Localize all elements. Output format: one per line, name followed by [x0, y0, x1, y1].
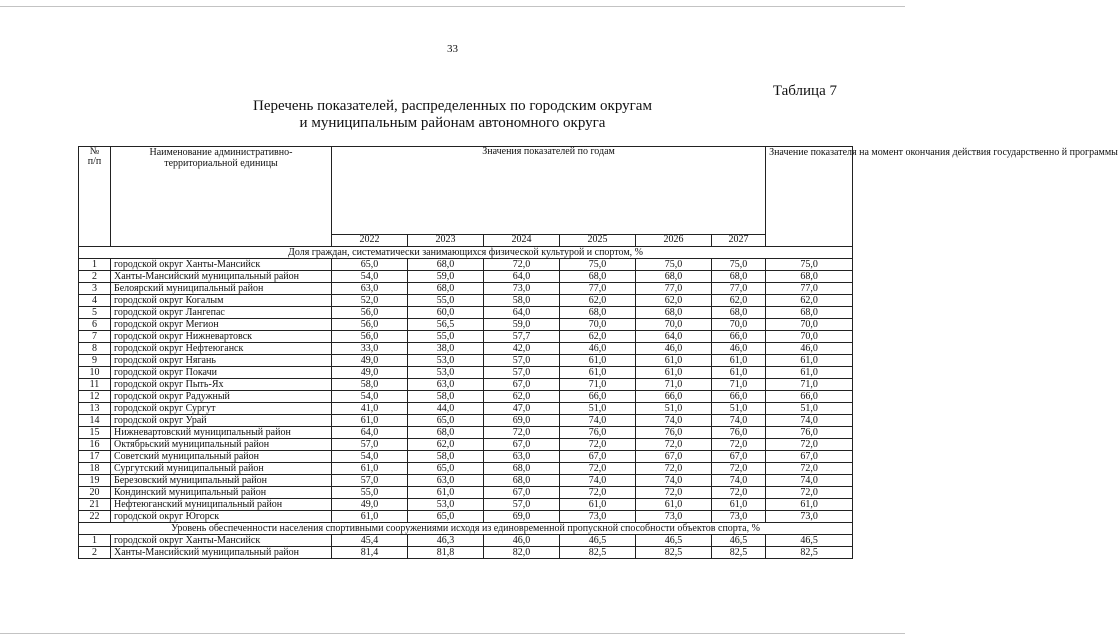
year-value-cell: 33,0 [332, 343, 408, 355]
header-name [111, 147, 332, 247]
final-value-cell: 74,0 [766, 475, 853, 487]
territory-name: городской округ Мегион [111, 319, 332, 331]
scan-edge-bottom [0, 633, 905, 634]
title-line-2: и муниципальным районам автономного округа [299, 115, 606, 131]
table-row [79, 427, 853, 439]
table-row [79, 403, 853, 415]
header-values-by-year: Значения показателей по годам [332, 147, 766, 235]
year-value-cell: 71,0 [712, 379, 766, 391]
year-value-cell: 73,0 [712, 511, 766, 523]
year-value-cell: 71,0 [560, 379, 636, 391]
year-value-cell: 72,0 [560, 463, 636, 475]
year-value-cell: 70,0 [636, 319, 712, 331]
year-value-cell: 51,0 [560, 403, 636, 415]
year-value-cell: 68,0 [712, 307, 766, 319]
year-value-cell: 61,0 [408, 487, 484, 499]
year-value-cell: 64,0 [332, 427, 408, 439]
table-row [79, 487, 853, 499]
year-value-cell: 55,0 [332, 487, 408, 499]
row-number: 14 [79, 415, 111, 427]
year-value-cell: 57,0 [484, 355, 560, 367]
header-number [79, 147, 111, 247]
year-value-cell: 67,0 [560, 451, 636, 463]
year-value-cell: 63,0 [484, 451, 560, 463]
row-number: 5 [79, 307, 111, 319]
final-value-cell: 61,0 [766, 499, 853, 511]
territory-name: Октябрьский муниципальный район [111, 439, 332, 451]
year-value-cell: 49,0 [332, 499, 408, 511]
territory-name: Сургутский муниципальный район [111, 463, 332, 475]
territory-name: городской округ Ханты-Мансийск [111, 259, 332, 271]
year-header: 2025 [560, 235, 636, 247]
year-value-cell: 77,0 [712, 283, 766, 295]
territory-name: городской округ Нефтеюганск [111, 343, 332, 355]
row-number: 21 [79, 499, 111, 511]
year-value-cell: 61,0 [560, 355, 636, 367]
section-row [79, 247, 853, 259]
year-value-cell: 68,0 [560, 307, 636, 319]
row-number: 22 [79, 511, 111, 523]
year-value-cell: 76,0 [636, 427, 712, 439]
year-value-cell: 68,0 [408, 427, 484, 439]
year-value-cell: 38,0 [408, 343, 484, 355]
year-value-cell: 58,0 [408, 391, 484, 403]
section-title: Уровень обеспеченности населения спортивными сооружениями исходя из единовременной пропускной способности объектов спорта, % [79, 523, 853, 535]
year-value-cell: 57,7 [484, 331, 560, 343]
year-value-cell: 67,0 [484, 487, 560, 499]
row-number: 15 [79, 427, 111, 439]
year-value-cell: 77,0 [636, 283, 712, 295]
year-value-cell: 58,0 [332, 379, 408, 391]
document-title [0, 98, 905, 132]
year-value-cell: 62,0 [560, 331, 636, 343]
final-value-cell: 73,0 [766, 511, 853, 523]
year-value-cell: 74,0 [636, 475, 712, 487]
year-value-cell: 69,0 [484, 511, 560, 523]
year-value-cell: 62,0 [560, 295, 636, 307]
year-value-cell: 73,0 [636, 511, 712, 523]
year-value-cell: 46,3 [408, 535, 484, 547]
row-number: 1 [79, 535, 111, 547]
year-value-cell: 42,0 [484, 343, 560, 355]
year-value-cell: 67,0 [484, 379, 560, 391]
year-value-cell: 62,0 [484, 391, 560, 403]
table-row [79, 415, 853, 427]
table-row [79, 355, 853, 367]
section-row [79, 523, 853, 535]
final-value-cell: 67,0 [766, 451, 853, 463]
table-row [79, 451, 853, 463]
final-value-cell: 70,0 [766, 331, 853, 343]
final-value-cell: 71,0 [766, 379, 853, 391]
year-value-cell: 46,5 [636, 535, 712, 547]
territory-name: Нефтеюганский муниципальный район [111, 499, 332, 511]
territory-name: городской округ Пыть-Ях [111, 379, 332, 391]
header-name-line-2: территориальной единицы [164, 158, 278, 169]
table-row [79, 463, 853, 475]
row-number: 2 [79, 547, 111, 559]
territory-name: городской округ Когалым [111, 295, 332, 307]
final-value-cell: 61,0 [766, 367, 853, 379]
year-value-cell: 46,0 [560, 343, 636, 355]
header-number-line-1: № [89, 146, 100, 157]
year-value-cell: 63,0 [332, 283, 408, 295]
year-value-cell: 72,0 [712, 439, 766, 451]
territory-name: городской округ Урай [111, 415, 332, 427]
year-value-cell: 75,0 [712, 259, 766, 271]
table-row [79, 295, 853, 307]
year-value-cell: 44,0 [408, 403, 484, 415]
final-value-cell: 72,0 [766, 439, 853, 451]
table-row [79, 535, 853, 547]
year-value-cell: 62,0 [712, 295, 766, 307]
year-value-cell: 61,0 [332, 415, 408, 427]
year-value-cell: 66,0 [636, 391, 712, 403]
year-value-cell: 82,5 [560, 547, 636, 559]
final-value-cell: 66,0 [766, 391, 853, 403]
territory-name: Кондинский муниципальный район [111, 487, 332, 499]
year-value-cell: 76,0 [560, 427, 636, 439]
year-value-cell: 81,4 [332, 547, 408, 559]
final-value-cell: 77,0 [766, 283, 853, 295]
year-value-cell: 61,0 [560, 499, 636, 511]
territory-name: городской округ Ханты-Мансийск [111, 535, 332, 547]
territory-name: Ханты-Мансийский муниципальный район [111, 547, 332, 559]
year-value-cell: 67,0 [712, 451, 766, 463]
table-row [79, 271, 853, 283]
year-value-cell: 58,0 [408, 451, 484, 463]
year-value-cell: 61,0 [712, 355, 766, 367]
year-value-cell: 72,0 [484, 259, 560, 271]
year-value-cell: 66,0 [712, 331, 766, 343]
year-value-cell: 65,0 [332, 259, 408, 271]
year-value-cell: 68,0 [484, 475, 560, 487]
table-row [79, 499, 853, 511]
table-label: Таблица 7 [772, 83, 837, 99]
year-value-cell: 72,0 [560, 487, 636, 499]
year-value-cell: 68,0 [408, 259, 484, 271]
year-value-cell: 81,8 [408, 547, 484, 559]
table-row [79, 439, 853, 451]
year-value-cell: 61,0 [560, 367, 636, 379]
year-value-cell: 64,0 [484, 271, 560, 283]
year-value-cell: 75,0 [560, 259, 636, 271]
table-row [79, 547, 853, 559]
year-value-cell: 61,0 [332, 511, 408, 523]
table-row [79, 319, 853, 331]
year-value-cell: 47,0 [484, 403, 560, 415]
year-value-cell: 68,0 [408, 283, 484, 295]
table-row [79, 379, 853, 391]
year-value-cell: 53,0 [408, 355, 484, 367]
year-value-cell: 73,0 [560, 511, 636, 523]
year-value-cell: 56,0 [332, 331, 408, 343]
final-value-cell: 75,0 [766, 259, 853, 271]
header-final-value: Значение показателя на момент окончания действия государственно й программы [766, 147, 853, 247]
year-value-cell: 57,0 [332, 439, 408, 451]
year-value-cell: 52,0 [332, 295, 408, 307]
year-value-cell: 82,5 [636, 547, 712, 559]
year-value-cell: 72,0 [636, 463, 712, 475]
title-line-1: Перечень показателей, распределенных по городским округам [253, 98, 652, 114]
year-value-cell: 74,0 [712, 415, 766, 427]
year-value-cell: 66,0 [712, 391, 766, 403]
year-value-cell: 59,0 [484, 319, 560, 331]
territory-name: городской округ Нягань [111, 355, 332, 367]
year-value-cell: 72,0 [712, 463, 766, 475]
year-value-cell: 45,4 [332, 535, 408, 547]
year-value-cell: 70,0 [560, 319, 636, 331]
year-value-cell: 62,0 [636, 295, 712, 307]
year-value-cell: 71,0 [636, 379, 712, 391]
final-value-cell: 62,0 [766, 295, 853, 307]
table-row [79, 307, 853, 319]
year-value-cell: 41,0 [332, 403, 408, 415]
year-header: 2023 [408, 235, 484, 247]
row-number: 11 [79, 379, 111, 391]
scan-edge-top [0, 6, 905, 7]
year-value-cell: 56,0 [332, 319, 408, 331]
year-value-cell: 72,0 [636, 487, 712, 499]
final-value-cell: 74,0 [766, 415, 853, 427]
year-value-cell: 68,0 [484, 463, 560, 475]
year-value-cell: 61,0 [636, 499, 712, 511]
year-value-cell: 68,0 [712, 271, 766, 283]
year-value-cell: 65,0 [408, 463, 484, 475]
year-value-cell: 73,0 [484, 283, 560, 295]
year-value-cell: 53,0 [408, 367, 484, 379]
territory-name: Ханты-Мансийский муниципальный район [111, 271, 332, 283]
year-value-cell: 54,0 [332, 451, 408, 463]
final-value-cell: 72,0 [766, 463, 853, 475]
row-number: 2 [79, 271, 111, 283]
final-value-cell: 46,0 [766, 343, 853, 355]
row-number: 10 [79, 367, 111, 379]
year-value-cell: 65,0 [408, 415, 484, 427]
row-number: 20 [79, 487, 111, 499]
table-row [79, 331, 853, 343]
year-header: 2024 [484, 235, 560, 247]
year-value-cell: 61,0 [332, 463, 408, 475]
year-value-cell: 46,5 [560, 535, 636, 547]
year-value-cell: 49,0 [332, 355, 408, 367]
final-value-cell: 51,0 [766, 403, 853, 415]
year-value-cell: 82,0 [484, 547, 560, 559]
year-value-cell: 74,0 [712, 475, 766, 487]
territory-name: Белоярский муниципальный район [111, 283, 332, 295]
row-number: 17 [79, 451, 111, 463]
year-value-cell: 65,0 [408, 511, 484, 523]
year-value-cell: 72,0 [484, 427, 560, 439]
year-value-cell: 57,0 [484, 499, 560, 511]
year-value-cell: 61,0 [636, 367, 712, 379]
year-value-cell: 56,0 [332, 307, 408, 319]
row-number: 7 [79, 331, 111, 343]
row-number: 16 [79, 439, 111, 451]
row-number: 1 [79, 259, 111, 271]
year-header: 2027 [712, 235, 766, 247]
year-value-cell: 56,5 [408, 319, 484, 331]
year-value-cell: 74,0 [560, 415, 636, 427]
year-value-cell: 51,0 [636, 403, 712, 415]
row-number: 9 [79, 355, 111, 367]
territory-name: Советский муниципальный район [111, 451, 332, 463]
territory-name: городской округ Нижневартовск [111, 331, 332, 343]
year-value-cell: 68,0 [636, 307, 712, 319]
header-row [79, 147, 853, 235]
row-number: 6 [79, 319, 111, 331]
table-row [79, 259, 853, 271]
table-row [79, 343, 853, 355]
year-value-cell: 76,0 [712, 427, 766, 439]
year-value-cell: 74,0 [560, 475, 636, 487]
year-value-cell: 68,0 [636, 271, 712, 283]
territory-name: Нижневартовский муниципальный район [111, 427, 332, 439]
table-row [79, 367, 853, 379]
year-value-cell: 66,0 [560, 391, 636, 403]
year-value-cell: 82,5 [712, 547, 766, 559]
year-value-cell: 49,0 [332, 367, 408, 379]
year-value-cell: 53,0 [408, 499, 484, 511]
final-value-cell: 82,5 [766, 547, 853, 559]
year-value-cell: 61,0 [712, 367, 766, 379]
table-row [79, 511, 853, 523]
final-value-cell: 72,0 [766, 487, 853, 499]
row-number: 13 [79, 403, 111, 415]
final-value-cell: 61,0 [766, 355, 853, 367]
row-number: 3 [79, 283, 111, 295]
final-value-cell: 46,5 [766, 535, 853, 547]
year-value-cell: 69,0 [484, 415, 560, 427]
year-value-cell: 75,0 [636, 259, 712, 271]
row-number: 8 [79, 343, 111, 355]
year-value-cell: 55,0 [408, 295, 484, 307]
year-value-cell: 62,0 [408, 439, 484, 451]
year-value-cell: 67,0 [636, 451, 712, 463]
territory-name: Березовский муниципальный район [111, 475, 332, 487]
table-body [79, 247, 853, 559]
year-value-cell: 63,0 [408, 379, 484, 391]
year-value-cell: 70,0 [712, 319, 766, 331]
page-number: 33 [447, 43, 458, 55]
final-value-cell: 70,0 [766, 319, 853, 331]
year-header: 2026 [636, 235, 712, 247]
final-value-cell: 68,0 [766, 271, 853, 283]
territory-name: городской округ Югорск [111, 511, 332, 523]
year-value-cell: 72,0 [636, 439, 712, 451]
territory-name: городской округ Лангепас [111, 307, 332, 319]
table-row [79, 283, 853, 295]
row-number: 18 [79, 463, 111, 475]
territory-name: городской округ Радужный [111, 391, 332, 403]
table-row [79, 475, 853, 487]
year-value-cell: 57,0 [484, 367, 560, 379]
year-value-cell: 59,0 [408, 271, 484, 283]
year-value-cell: 46,0 [636, 343, 712, 355]
header-name-line-1: Наименование административно- [149, 147, 293, 158]
row-number: 4 [79, 295, 111, 307]
year-value-cell: 77,0 [560, 283, 636, 295]
territory-name: городской округ Покачи [111, 367, 332, 379]
year-value-cell: 60,0 [408, 307, 484, 319]
territory-name: городской округ Сургут [111, 403, 332, 415]
year-value-cell: 61,0 [636, 355, 712, 367]
year-value-cell: 72,0 [712, 487, 766, 499]
year-value-cell: 46,0 [712, 343, 766, 355]
year-value-cell: 72,0 [560, 439, 636, 451]
year-value-cell: 63,0 [408, 475, 484, 487]
row-number: 12 [79, 391, 111, 403]
year-value-cell: 55,0 [408, 331, 484, 343]
year-value-cell: 64,0 [636, 331, 712, 343]
table-row [79, 391, 853, 403]
year-value-cell: 74,0 [636, 415, 712, 427]
year-value-cell: 58,0 [484, 295, 560, 307]
final-value-cell: 76,0 [766, 427, 853, 439]
year-value-cell: 54,0 [332, 271, 408, 283]
indicators-table [78, 146, 1118, 559]
year-value-cell: 68,0 [560, 271, 636, 283]
final-value-cell: 68,0 [766, 307, 853, 319]
year-value-cell: 67,0 [484, 439, 560, 451]
section-title: Доля граждан, систематически занимающихся физической культурой и спортом, % [79, 247, 853, 259]
year-value-cell: 46,0 [484, 535, 560, 547]
header-number-line-2: п/п [87, 156, 102, 167]
year-value-cell: 61,0 [712, 499, 766, 511]
year-value-cell: 54,0 [332, 391, 408, 403]
year-header: 2022 [332, 235, 408, 247]
year-value-cell: 57,0 [332, 475, 408, 487]
year-value-cell: 64,0 [484, 307, 560, 319]
year-value-cell: 51,0 [712, 403, 766, 415]
row-number: 19 [79, 475, 111, 487]
year-value-cell: 46,5 [712, 535, 766, 547]
